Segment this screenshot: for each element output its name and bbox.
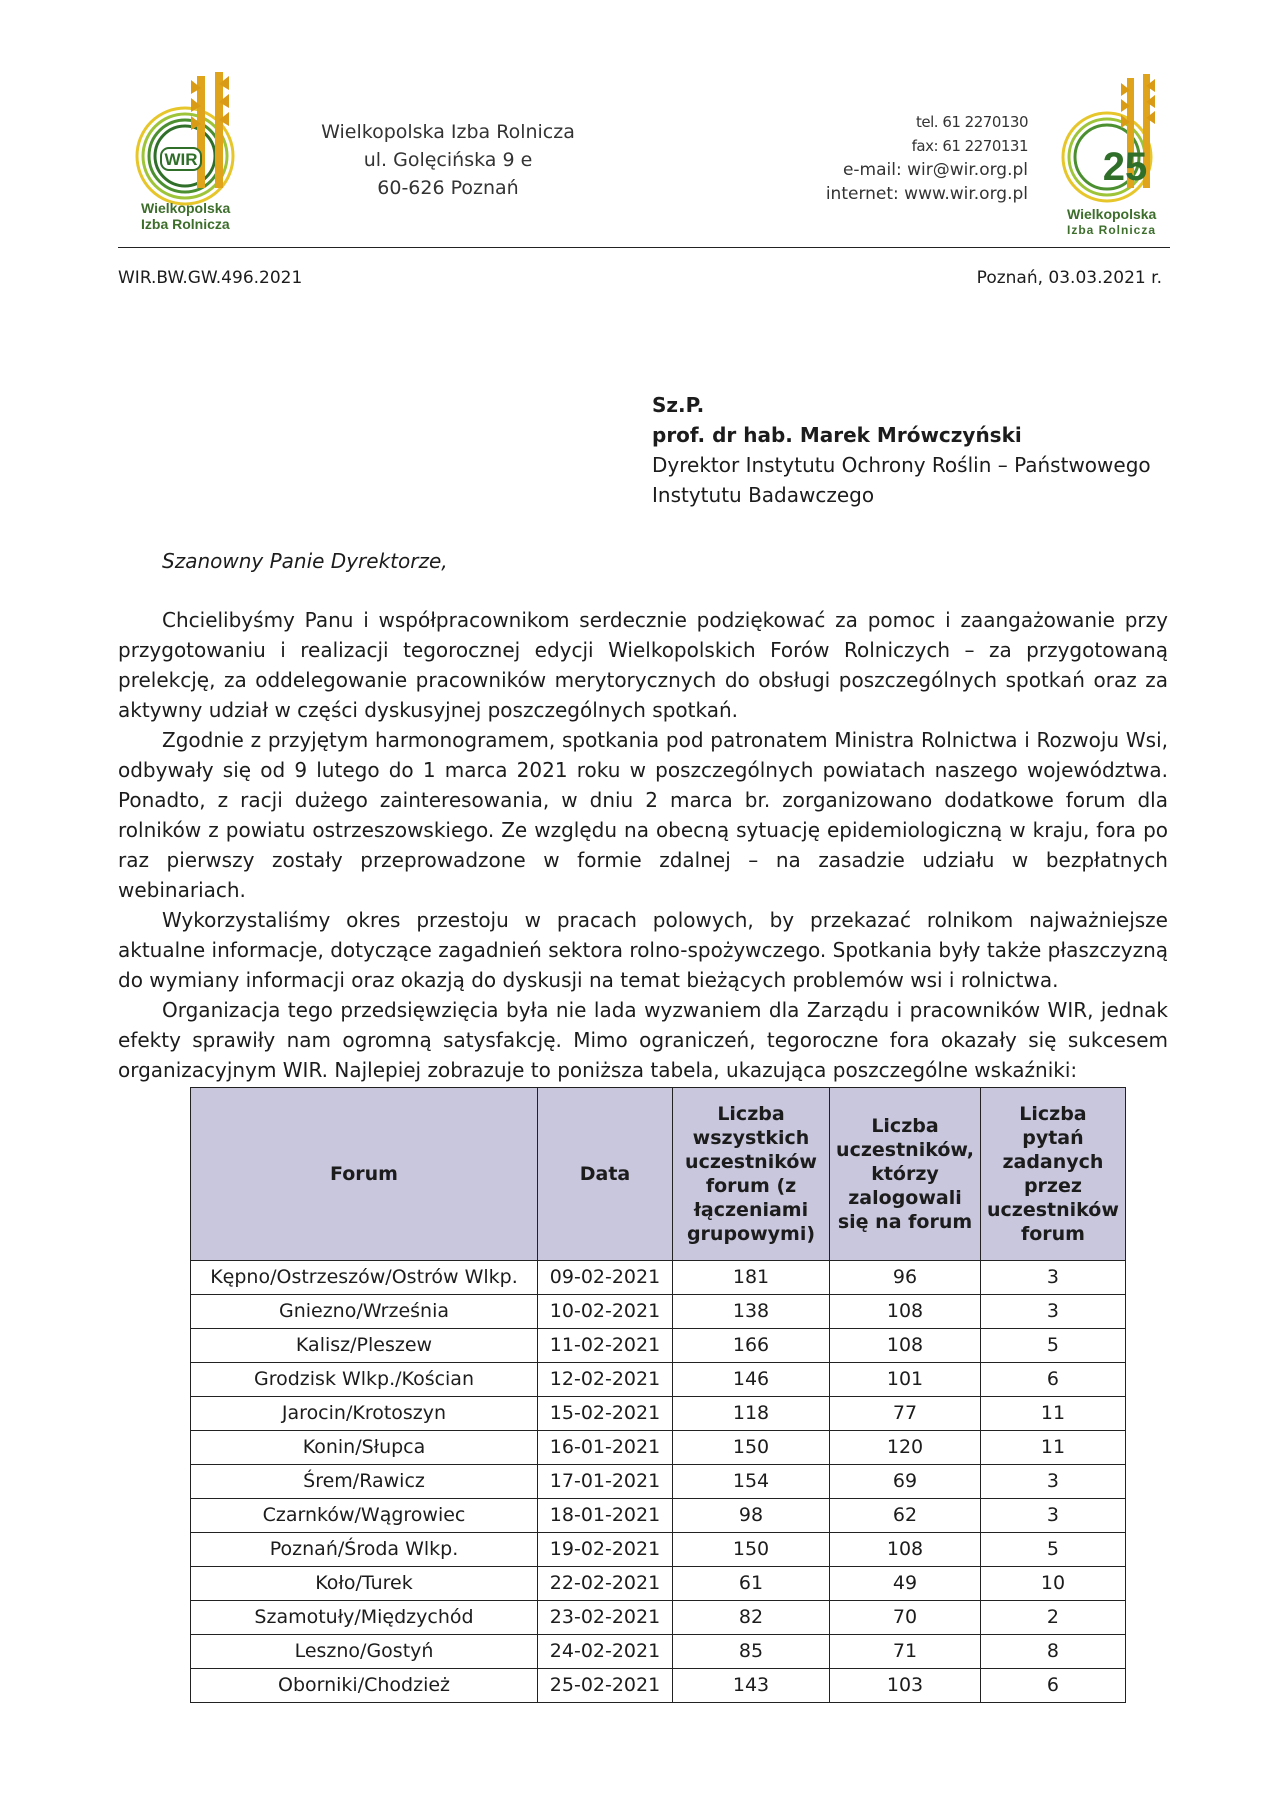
cell-forum: Kępno/Ostrzeszów/Ostrów Wlkp. xyxy=(191,1261,538,1295)
cell-forum: Szamotuły/Międzychód xyxy=(191,1601,538,1635)
header-divider xyxy=(118,247,1170,248)
table-row xyxy=(191,1363,1126,1397)
address-line-2: ul. Golęcińska 9 e xyxy=(363,149,533,171)
cell-all-participants: 146 xyxy=(673,1363,830,1397)
wir-logo-right-25 xyxy=(1055,72,1175,238)
table-row xyxy=(191,1533,1126,1567)
table-row xyxy=(191,1397,1126,1431)
table-row xyxy=(191,1601,1126,1635)
cell-logged-participants: 71 xyxy=(830,1635,981,1669)
logo-left-caption-1: Wielkopolska xyxy=(141,200,231,216)
cell-forum: Poznań/Środa Wlkp. xyxy=(191,1533,538,1567)
cell-questions: 8 xyxy=(981,1635,1126,1669)
sender-address xyxy=(318,118,578,202)
paragraph-3: Wykorzystaliśmy okres przestoju w pracach polowych, by przekazać rolnikom najważniejsze aktualne informacje, dotyczące zagadnień sektora rolno-spożywczego. Spotkania były także płaszczyzną do wymiany informacji oraz okazją do dyskusji na temat bieżących problemów wsi i rolnictwa. xyxy=(118,908,1168,992)
table-row xyxy=(191,1499,1126,1533)
cell-questions: 11 xyxy=(981,1431,1126,1465)
header-date: Data xyxy=(538,1088,673,1261)
cell-questions: 6 xyxy=(981,1363,1126,1397)
sender-contact xyxy=(708,110,1028,206)
cell-all-participants: 82 xyxy=(673,1601,830,1635)
cell-logged-participants: 101 xyxy=(830,1363,981,1397)
salutation: Szanowny Panie Dyrektorze, xyxy=(162,549,448,573)
cell-date: 25-02-2021 xyxy=(538,1669,673,1703)
paragraph-2: Zgodnie z przyjętym harmonogramem, spotkania pod patronatem Ministra Rolnictwa i Rozwoju Wsi, odbywały się od 9 lutego do 1 marca 2021 roku w poszczególnych powiatach naszego województwa. Ponadto, z racji dużego zainteresowania, w dniu 2 marca br. zorganizowano dodatkowe forum dla rolników z powiatu ostrzeszowskiego. Ze względu na obecną sytuację epidemiologiczną w kraju, fora po raz pierwszy zostały przeprowadzone w formie zdalnej – na zasadzie udziału w bezpłatnych webinariach. xyxy=(118,728,1168,902)
cell-date: 16-01-2021 xyxy=(538,1431,673,1465)
cell-forum: Kalisz/Pleszew xyxy=(191,1329,538,1363)
cell-forum: Grodzisk Wlkp./Kościan xyxy=(191,1363,538,1397)
cell-date: 24-02-2021 xyxy=(538,1635,673,1669)
cell-date: 10-02-2021 xyxy=(538,1295,673,1329)
cell-all-participants: 143 xyxy=(673,1669,830,1703)
cell-questions: 3 xyxy=(981,1295,1126,1329)
cell-forum: Leszno/Gostyń xyxy=(191,1635,538,1669)
header-logged-participants: Liczba uczestników, którzy zalogowali się na forum xyxy=(830,1088,981,1261)
cell-date: 12-02-2021 xyxy=(538,1363,673,1397)
header-forum: Forum xyxy=(191,1088,538,1261)
cell-logged-participants: 70 xyxy=(830,1601,981,1635)
table-row xyxy=(191,1669,1126,1703)
cell-forum: Koło/Turek xyxy=(191,1567,538,1601)
reference-number: WIR.BW.GW.496.2021 xyxy=(118,268,303,288)
cell-all-participants: 138 xyxy=(673,1295,830,1329)
addressee-block xyxy=(652,390,1151,510)
cell-logged-participants: 108 xyxy=(830,1533,981,1567)
cell-forum: Czarnków/Wągrowiec xyxy=(191,1499,538,1533)
letter-body xyxy=(118,605,1168,1085)
cell-logged-participants: 120 xyxy=(830,1431,981,1465)
table-header-row xyxy=(191,1088,1126,1261)
address-line-3: 60-626 Poznań xyxy=(377,177,519,199)
cell-forum: Jarocin/Krotoszyn xyxy=(191,1397,538,1431)
cell-questions: 5 xyxy=(981,1329,1126,1363)
address-line-1: Wielkopolska Izba Rolnicza xyxy=(321,121,575,143)
contact-tel: tel. 61 2270130 xyxy=(916,113,1028,131)
cell-questions: 6 xyxy=(981,1669,1126,1703)
cell-questions: 10 xyxy=(981,1567,1126,1601)
addressee-position-2: Instytutu Badawczego xyxy=(652,483,875,507)
cell-logged-participants: 96 xyxy=(830,1261,981,1295)
cell-questions: 3 xyxy=(981,1261,1126,1295)
table-row xyxy=(191,1431,1126,1465)
header-all-participants: Liczba wszystkich uczestników forum (z łączeniami grupowymi) xyxy=(673,1088,830,1261)
wheat-logo-icon xyxy=(125,68,255,208)
logo-left-caption-2: Izba Rolnicza xyxy=(141,216,230,232)
logo-left-mark: WIR xyxy=(164,150,198,169)
cell-date: 11-02-2021 xyxy=(538,1329,673,1363)
contact-email: e-mail: wir@wir.org.pl xyxy=(842,160,1028,180)
cell-forum: Gniezno/Września xyxy=(191,1295,538,1329)
table-row xyxy=(191,1635,1126,1669)
cell-logged-participants: 108 xyxy=(830,1329,981,1363)
table-row xyxy=(191,1567,1126,1601)
contact-internet: internet: www.wir.org.pl xyxy=(825,184,1028,204)
cell-questions: 3 xyxy=(981,1465,1126,1499)
cell-date: 23-02-2021 xyxy=(538,1601,673,1635)
cell-forum: Konin/Słupca xyxy=(191,1431,538,1465)
cell-date: 18-01-2021 xyxy=(538,1499,673,1533)
wir-logo-left xyxy=(125,68,255,232)
table-row xyxy=(191,1329,1126,1363)
addressee-honorific: Sz.P. xyxy=(652,393,705,417)
cell-all-participants: 181 xyxy=(673,1261,830,1295)
forum-statistics-table xyxy=(190,1087,1126,1703)
cell-date: 22-02-2021 xyxy=(538,1567,673,1601)
table-body xyxy=(191,1261,1126,1703)
cell-questions: 5 xyxy=(981,1533,1126,1567)
cell-forum: Oborniki/Chodzież xyxy=(191,1669,538,1703)
logo-right-caption-2: Izba Rolnicza xyxy=(1067,223,1157,237)
header-questions: Liczba pytań zadanych przez uczestników forum xyxy=(981,1088,1126,1261)
cell-all-participants: 150 xyxy=(673,1533,830,1567)
cell-forum: Śrem/Rawicz xyxy=(191,1465,538,1499)
cell-date: 19-02-2021 xyxy=(538,1533,673,1567)
cell-all-participants: 150 xyxy=(673,1431,830,1465)
cell-questions: 11 xyxy=(981,1397,1126,1431)
logo-right-caption-1: Wielkopolska xyxy=(1067,206,1157,222)
cell-logged-participants: 108 xyxy=(830,1295,981,1329)
cell-all-participants: 154 xyxy=(673,1465,830,1499)
cell-all-participants: 166 xyxy=(673,1329,830,1363)
cell-all-participants: 98 xyxy=(673,1499,830,1533)
cell-date: 15-02-2021 xyxy=(538,1397,673,1431)
cell-logged-participants: 69 xyxy=(830,1465,981,1499)
cell-logged-participants: 77 xyxy=(830,1397,981,1431)
contact-fax: fax: 61 2270131 xyxy=(911,137,1028,155)
cell-all-participants: 118 xyxy=(673,1397,830,1431)
table-row xyxy=(191,1261,1126,1295)
cell-date: 17-01-2021 xyxy=(538,1465,673,1499)
wheat-25-logo-icon xyxy=(1055,72,1175,212)
letter-date: Poznań, 03.03.2021 r. xyxy=(976,268,1162,288)
cell-all-participants: 85 xyxy=(673,1635,830,1669)
table-row xyxy=(191,1465,1126,1499)
cell-questions: 2 xyxy=(981,1601,1126,1635)
table-row xyxy=(191,1295,1126,1329)
cell-all-participants: 61 xyxy=(673,1567,830,1601)
addressee-name: prof. dr hab. Marek Mrówczyński xyxy=(652,423,1022,447)
paragraph-4: Organizacja tego przedsięwzięcia była nie lada wyzwaniem dla Zarządu i pracowników WIR, jednak efekty sprawiły nam ogromną satysfakcję. Mimo ograniczeń, tegoroczne fora okazały się sukcesem organizacyjnym WIR. Najlepiej zobrazuje to poniższa tabela, ukazująca poszczególne wskaźniki: xyxy=(118,998,1168,1082)
cell-date: 09-02-2021 xyxy=(538,1261,673,1295)
cell-logged-participants: 49 xyxy=(830,1567,981,1601)
cell-logged-participants: 62 xyxy=(830,1499,981,1533)
cell-questions: 3 xyxy=(981,1499,1126,1533)
addressee-position-1: Dyrektor Instytutu Ochrony Roślin – Państwowego xyxy=(652,453,1151,477)
logo-right-mark: 25 xyxy=(1102,145,1148,189)
cell-logged-participants: 103 xyxy=(830,1669,981,1703)
paragraph-1: Chcielibyśmy Panu i współpracownikom serdecznie podziękować za pomoc i zaangażowanie przy przygotowaniu i realizacji tegorocznej edycji Wielkopolskich Forów Rolniczych – za przygotowaną prelekcję, za oddelegowanie pracowników merytorycznych do obsługi poszczególnych spotkań oraz za aktywny udział w części dyskusyjnej poszczególnych spotkań. xyxy=(118,608,1168,722)
